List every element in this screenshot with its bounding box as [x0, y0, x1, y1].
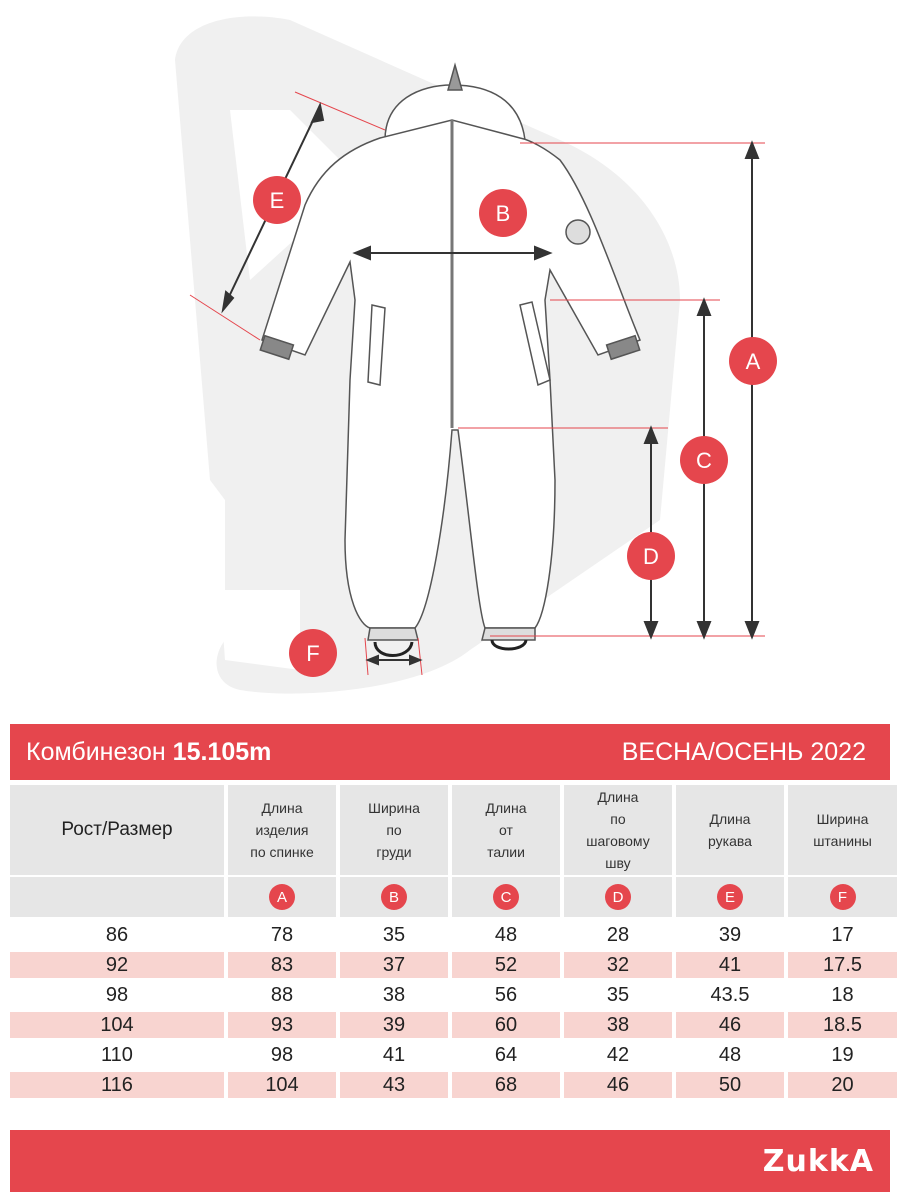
table-row — [10, 922, 890, 948]
column-header — [452, 785, 560, 875]
table-cell: 110 — [101, 1043, 133, 1066]
table-cell: 48 — [718, 1043, 742, 1066]
label-circle-b — [479, 189, 527, 237]
column-header-label: Ширина штанины — [813, 811, 872, 849]
table-cell: 68 — [452, 1072, 560, 1098]
table-cell: 41 — [676, 952, 784, 978]
letter-cell — [788, 877, 897, 917]
letter-cell — [340, 877, 448, 917]
table-cell: 64 — [494, 1043, 518, 1066]
brand-logo: ZukkA — [762, 1144, 874, 1179]
table-cell: 17 — [831, 923, 854, 946]
table-cell: 20 — [788, 1072, 897, 1098]
table-row — [10, 1072, 890, 1098]
column-header-label: Длина изделия по спинке — [250, 800, 314, 860]
table-cell: 35 — [382, 923, 406, 946]
table-cell: 38 — [382, 983, 406, 1006]
label-c: C — [696, 448, 712, 473]
measurement-letter-badge: F — [830, 884, 856, 910]
table-row — [10, 982, 890, 1008]
table-cell: 43.5 — [710, 983, 750, 1006]
column-header — [788, 785, 897, 875]
footer-bar — [10, 1130, 890, 1192]
column-header — [564, 785, 672, 875]
table-cell: 48 — [494, 923, 518, 946]
table-cell: 92 — [10, 952, 224, 978]
table-cell: 50 — [676, 1072, 784, 1098]
table-cell: 38 — [564, 1012, 672, 1038]
measurement-letter-badge: E — [717, 884, 743, 910]
table-cell: 52 — [452, 952, 560, 978]
table-row — [10, 1042, 890, 1068]
label-circle-c — [680, 436, 728, 484]
product-title — [26, 738, 271, 767]
title-bar — [10, 724, 890, 780]
table-cell: 56 — [494, 983, 518, 1006]
letter-cell — [452, 877, 560, 917]
table-cell: 104 — [10, 1012, 224, 1038]
product-prefix: Комбинезон — [26, 738, 166, 766]
table-cell: 93 — [228, 1012, 336, 1038]
label-d: D — [643, 544, 659, 569]
table-cell: 78 — [270, 923, 294, 946]
measurement-letter-badge: C — [493, 884, 519, 910]
label-a: A — [745, 349, 761, 374]
label-f: F — [306, 641, 320, 666]
table-row — [10, 952, 890, 978]
table-cell: 35 — [606, 983, 630, 1006]
table-cell: 37 — [340, 952, 448, 978]
table-cell: 39 — [340, 1012, 448, 1038]
label-circle-a — [729, 337, 777, 385]
column-header — [676, 785, 784, 875]
table-cell: 88 — [270, 983, 294, 1006]
column-header — [340, 785, 448, 875]
table-cell: 46 — [564, 1072, 672, 1098]
table-cell: 46 — [676, 1012, 784, 1038]
measurement-letter-badge: A — [269, 884, 295, 910]
table-cell: 28 — [606, 923, 630, 946]
measurement-letter-badge: B — [381, 884, 407, 910]
column-header-label: Длина от талии — [485, 800, 527, 860]
table-cell: 18 — [831, 983, 854, 1006]
label-circle-e — [253, 176, 301, 224]
column-header-label: Рост/Размер — [61, 819, 173, 840]
table-cell: 116 — [10, 1072, 224, 1098]
table-cell: 43 — [340, 1072, 448, 1098]
table-cell: 32 — [564, 952, 672, 978]
column-header — [10, 785, 224, 875]
season-label: ВЕСНА/ОСЕНЬ 2022 — [621, 738, 866, 766]
table-cell: 83 — [228, 952, 336, 978]
table-cell: 42 — [606, 1043, 630, 1066]
letter-cell — [564, 877, 672, 917]
column-header-label: Ширина по груди — [368, 800, 420, 860]
label-circle-f — [289, 629, 337, 677]
table-cell: 60 — [452, 1012, 560, 1038]
table-cell: 98 — [105, 983, 129, 1006]
table-cell: 39 — [718, 923, 742, 946]
column-header-label: Длина по шаговому шву — [586, 789, 650, 871]
column-header-label: Длина рукава — [708, 811, 752, 849]
column-header — [228, 785, 336, 875]
table-cell: 86 — [105, 923, 129, 946]
letter-cell — [228, 877, 336, 917]
table-cell: 19 — [831, 1043, 854, 1066]
label-circle-d — [627, 532, 675, 580]
measurement-letter-badge: D — [605, 884, 631, 910]
letter-cell — [676, 877, 784, 917]
table-row — [10, 1012, 890, 1038]
table-cell: 41 — [382, 1043, 406, 1066]
table-cell: 18.5 — [788, 1012, 897, 1038]
table-cell: 98 — [270, 1043, 294, 1066]
table-cell: 104 — [228, 1072, 336, 1098]
letter-cell — [10, 877, 224, 917]
table-cell: 17.5 — [788, 952, 897, 978]
product-code: 15.105m — [172, 738, 272, 766]
label-b: B — [495, 201, 511, 226]
label-e: E — [269, 188, 285, 213]
